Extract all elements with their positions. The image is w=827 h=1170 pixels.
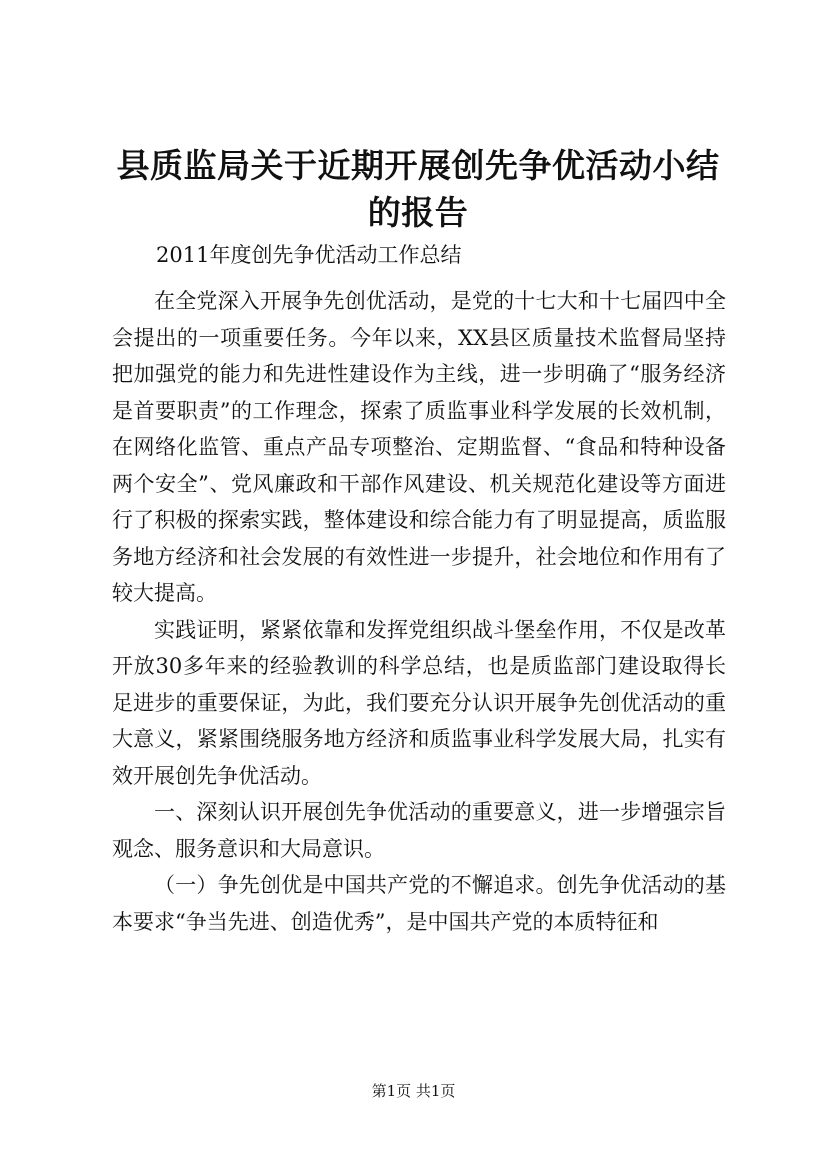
document-subtitle: 2011年度创先争优活动工作总结 — [156, 243, 462, 267]
document-title: 县质监局关于近期开展创先争优活动小结的报告 — [116, 146, 720, 232]
page-footer: 第1页 共1页 — [371, 1082, 456, 1100]
paragraph: 实践证明，紧紧依靠和发挥党组织战斗堡垒作用，不仅是改革开放30多年来的经验教训的科学总结，也是质监部门建设取得长足进步的重要保证，为此，我们要充分认识开展争先创优活动的重大意义，紧紧围绕服务地方经济和质监事业科学发展大局，扎实有效开展创先争优活动。 — [112, 617, 726, 788]
paragraph: （一）争先创优是中国共产党的不懈追求。创先争优活动的基本要求“争当先进、创造优秀”，是中国共产党的本质特征和 — [112, 873, 726, 934]
paragraph: 在全党深入开展争先创优活动，是党的十七大和十七届四中全会提出的一项重要任务。今年以来，XX县区质量技术监督局坚持把加强党的能力和先进性建设作为主线，进一步明确了“服务经济是首要职责”的工作理念，探索了质监事业科学发展的长效机制，在网络化监管、重点产品专项整治、定期监督、“食品和特种设备两个安全”、党风廉政和干部作风建设、机关规范化建设等方面进行了积极的探索实践，整体建设和综合能力有了明显提高，质监服务地方经济和社会发展的有效性进一步提升，社会地位和作用有了较大提高。 — [112, 289, 726, 605]
paragraph: 一、深刻认识开展创先争优活动的重要意义，进一步增强宗旨观念、服务意识和大局意识。 — [112, 800, 726, 861]
document-body — [112, 283, 726, 940]
